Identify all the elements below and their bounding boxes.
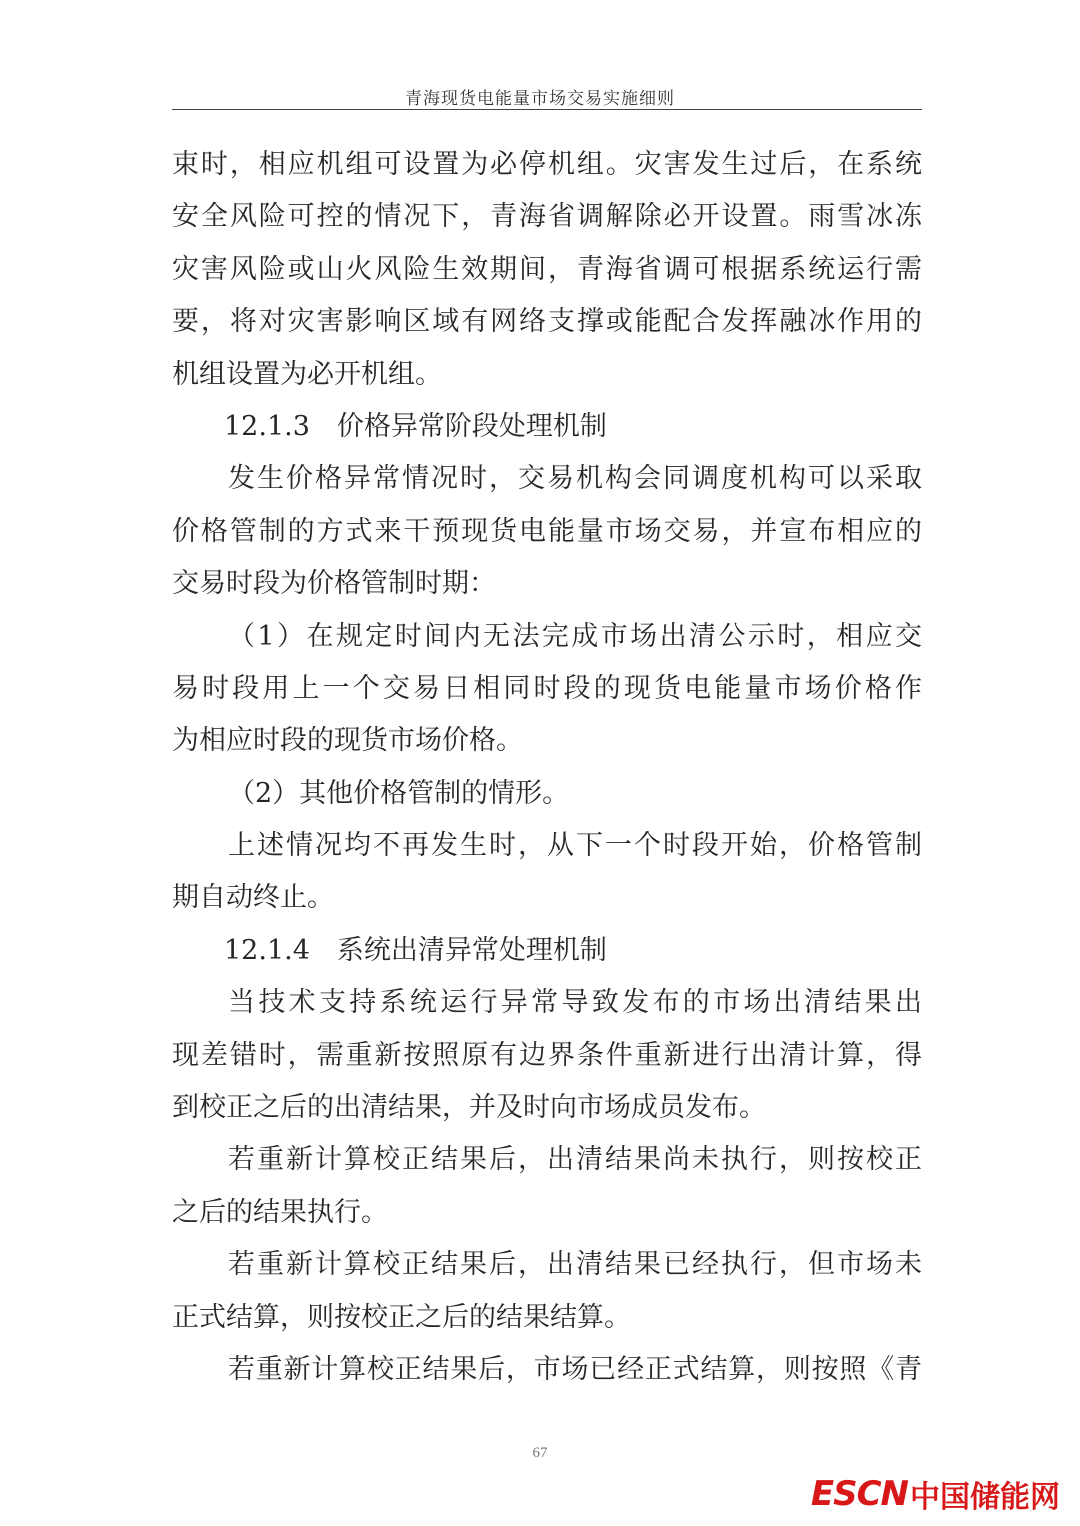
text-line: 安全风险可控的情况下，青海省调解除必开设置。雨雪冰冻 bbox=[172, 201, 922, 233]
text-line: （2）其他价格管制的情形。 bbox=[228, 777, 570, 809]
text-line: 易时段用上一个交易日相同时段的现货电能量市场价格作 bbox=[172, 672, 922, 704]
watermark-latin: ESCN bbox=[810, 1474, 908, 1514]
text-line: 若重新计算校正结果后，市场已经正式结算，则按照《青 bbox=[228, 1353, 922, 1385]
text-line: 灾害风险或山火风险生效期间，青海省调可根据系统运行需 bbox=[172, 253, 922, 285]
text-line: 上述情况均不再发生时，从下一个时段开始，价格管制 bbox=[228, 830, 922, 862]
text-line: 机组设置为必开机组。 bbox=[172, 358, 442, 390]
text-line: 为相应时段的现货市场价格。 bbox=[172, 725, 523, 757]
text-line: 要，将对灾害影响区域有网络支撑或能配合发挥融冰作用的 bbox=[172, 306, 922, 338]
text-line: 期自动终止。 bbox=[172, 882, 334, 914]
text-line: 到校正之后的出清结果，并及时向市场成员发布。 bbox=[172, 1092, 766, 1124]
text-line: 12.1.4 系统出清异常处理机制 bbox=[224, 934, 607, 966]
text-line: 12.1.3 价格异常阶段处理机制 bbox=[224, 410, 607, 442]
text-line: 现差错时，需重新按照原有边界条件重新进行出清计算，得 bbox=[172, 1039, 922, 1071]
text-line: 价格管制的方式来干预现货电能量市场交易，并宣布相应的 bbox=[172, 515, 922, 547]
text-line: 之后的结果执行。 bbox=[172, 1196, 388, 1228]
escn-watermark-logo bbox=[811, 1474, 1060, 1514]
text-line: 当技术支持系统运行异常导致发布的市场出清结果出 bbox=[228, 987, 922, 1019]
header-divider bbox=[172, 109, 922, 110]
text-line: 束时，相应机组可设置为必停机组。灾害发生过后，在系统 bbox=[172, 149, 922, 180]
running-header-title: 青海现货电能量市场交易实施细则 bbox=[405, 89, 675, 109]
text-line: （1）在规定时间内无法完成市场出清公示时，相应交 bbox=[228, 620, 922, 652]
text-line: 正式结算，则按校正之后的结果结算。 bbox=[172, 1301, 631, 1333]
document-body bbox=[172, 139, 922, 1396]
text-line: 交易时段为价格管制时期： bbox=[172, 568, 496, 600]
text-line: 若重新计算校正结果后，出清结果已经执行，但市场未 bbox=[228, 1249, 922, 1281]
watermark-cjk: 中国储能网 bbox=[910, 1480, 1060, 1515]
page-number: 67 bbox=[532, 1445, 548, 1461]
text-line: 发生价格异常情况时，交易机构会同调度机构可以采取 bbox=[228, 463, 922, 495]
text-line: 若重新计算校正结果后，出清结果尚未执行，则按校正 bbox=[228, 1144, 922, 1176]
